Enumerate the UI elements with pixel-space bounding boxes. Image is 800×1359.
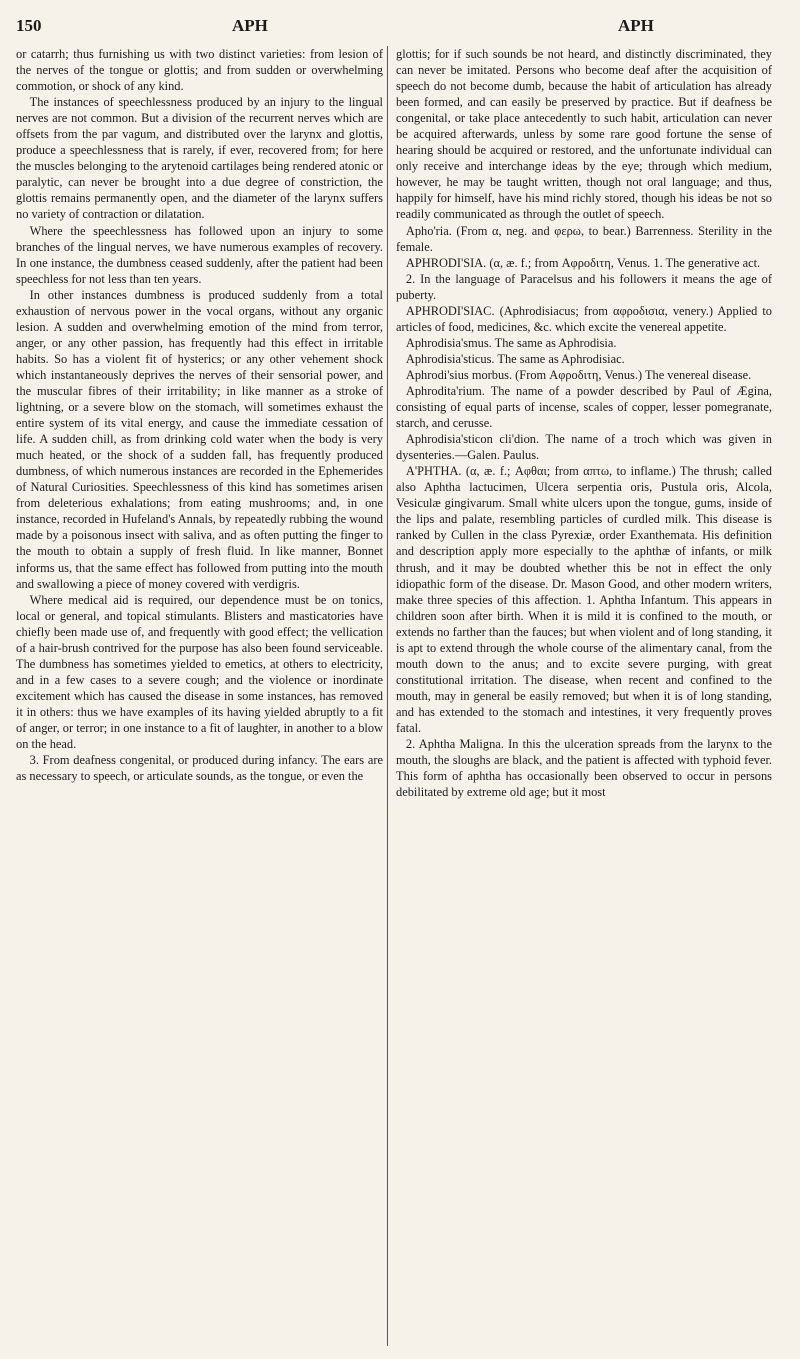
dictionary-entry: Apho'ria. (From α, neg. and φερω, to bear.) Barrenness. Sterility in the female. — [396, 223, 772, 254]
paragraph: Where medical aid is required, our dependence must be on tonics, local or general, and topical stimulants. Blisters and masticatories have chiefly been made use of, and frequently with good effect; the vellication of a hair-brush contrived for the purpose has also been found serviceable. The dumbness has sometimes yielded to emetics, at others to electricity, and in a few cases to a severe cough; and the violence or inordinate excitement which has caused the disease in some instances, has removed it in others: thus we have examples of its having yielded abruptly to a fit of anger, or terror; in one instance to a fit of laughter, in another to a blow on the head. — [16, 592, 383, 752]
paragraph: 2. In the language of Paracelsus and his followers it means the age of puberty. — [396, 271, 772, 302]
column-divider — [387, 46, 388, 1346]
dictionary-entry: Aphrodisia'sticon cli'dion. The name of a troch which was given in dysenteries.—Galen. Paulus. — [396, 432, 772, 463]
dictionary-entry: APHRODI'SIA. (α, æ. f.; from Αφροδιτη, Venus. 1. The generative act. — [405, 255, 761, 270]
dictionary-entry: Aphrodita'rium. The name of a powder described by Paul of Ægina, consisting of equal parts of incense, scales of copper, lesser pomegranate, starch, and cerusse. — [396, 383, 772, 431]
right-running-title: APH — [618, 16, 654, 35]
dictionary-entry: Aphrodisia'sticus. The same as Aphrodisiac. — [405, 351, 625, 366]
paragraph: In other instances dumbness is produced suddenly from a total exhaustion of nervous power in the vocal organs, without any organic lesion. A sudden and overwhelming emotion of the mind from terror, anger, or any other passion, has frequently had this effect in irritable habits. So has a violent fit of hysterics; or any other vehement shock which instantaneously deprives the nerves of their sensorial power, and the muscular fibres of their irritability; in like manner as a stroke of lightning, or a severe blow on the stomach, will sometimes exhaust the entire system of its vital energy, and cause the immediate cessation of life. A sudden chill, as from drinking cold water when the body is very much heated, or the shock of a sudden fall, has frequently produced dumbness, of which numerous instances are recorded in the Ephemerides of Natural Curiosities. Speechlessness of this kind has sometimes arisen from deleterious exhalations; from eating mushrooms; and, in one instance, recorded in Hufeland's Annals, by repeatedly rubbing the wound made by a poisonous insect with saliva, and as often putting the finger to the mouth to obtain a supply of fresh fluid. In like manner, Bonnet informs us, that the same effect has followed from putting into the mouth and swallowing a piece of money covered with verdigris. — [16, 287, 383, 591]
paragraph: The instances of speechlessness produced by an injury to the lingual nerves are not common. But a division of the recurrent nerves which are offsets from the par vagum, and distributed over the larynx and glottis, produce a speechlessness that is rarely, if ever, recovered from; for here the muscles belonging to the arytenoid cartilages being rendered atonic or paralytic, can never be brought into a due degree of constriction, the glottis remains permanently open, and the diameter of the larynx suffers no variety of contraction or dilatation. — [16, 95, 383, 222]
dictionary-entry: APHRODI'SIAC. (Aphrodisiacus; from αφροδισια, venery.) Applied to articles of food, medicines, &c. which excite the venereal appetite. — [396, 303, 772, 334]
paragraph: 3. From deafness congenital, or produced during infancy. The ears are as necessary to speech, or articulate sounds, as the tongue, or even the — [16, 753, 383, 784]
left-running-title: APH — [232, 16, 268, 35]
dictionary-entry: A'PHTHA. (α, æ. f.; Αφθαι; from απτω, to inflame.) The thrush; called also Aphtha lactucimen, Ulcera serpentia oris, Pustula oris, Alcola, Vesiculæ gingivarum. Small white ulcers upon the tongue, gums, inside of the lips and palate, resembling particles of curdled milk. This disease is ranked by Cullen in the class Pyrexiæ, order Exanthemata. His definition and description apply more especially to the aphthæ of infants, or milk thrush, and it may be doubted whether this be not in effect the only idiopathic form of the disease. Dr. Mason Good, and other modern writers, make three species of this affection. 1. Aphtha Infantum. This appears in children soon after birth. When it is mild it is confined to the mouth, or extends no farther than the fauces; but when violent and of long standing, it is apt to extend through the whole course of the alimentary canal, from the mouth down to the anus; and to excite severe purging, with great constitutional irritation. The disease, when recent and confined to the mouth, may in general be easily removed; but when it is of long standing, and has extended to the stomach and intestines, it very frequently proves fatal. — [396, 464, 772, 735]
right-column — [396, 46, 772, 800]
paragraph: Where the speechlessness has followed upon an injury to some branches of the lingual nerves, we have numerous examples of recovery. In one instance, the dumbness ceased suddenly, after the patient had been speechless for not less than ten years. — [16, 223, 383, 286]
running-header — [0, 16, 800, 40]
paragraph: 2. Aphtha Maligna. In this the ulceration spreads from the larynx to the mouth, the sloughs are black, and the patient is affected with typhoid fever. This form of aphtha has occasionally been observed to occur in persons debilitated by extreme old age; but it most — [396, 737, 772, 800]
dictionary-entry: Aphrodisia'smus. The same as Aphrodisia. — [405, 335, 617, 350]
paragraph: glottis; for if such sounds be not heard, and distinctly discriminated, they can never be imitated. Persons who become deaf after the acquisition of speech do not become dumb, because the habit of articulation has already been formed, and can easily be preserved by practice. But if deafness be congenital, or take place antecedently to such habit, articulation can never be acquired afterwards, unless by some rare good fortune the sense of hearing should be acquired or restored, and the unfortunate individual can only receive and interchange ideas by the eye; through which medium, however, he may be taught written, though not oral language; and thus, happily for himself, have his mind richly stored, though his ideas be not so readily communicated as through the outlet of speech. — [396, 47, 772, 222]
page-number: 150 — [16, 16, 42, 35]
left-column — [16, 46, 383, 784]
paragraph: or catarrh; thus furnishing us with two distinct varieties: from lesion of the nerves of the tongue or glottis; and from sudden or overwhelming commotion, or shock of any kind. — [16, 47, 383, 94]
dictionary-entry: Aphrodi'sius morbus. (From Αφροδιτη, Venus.) The venereal disease. — [405, 367, 752, 382]
